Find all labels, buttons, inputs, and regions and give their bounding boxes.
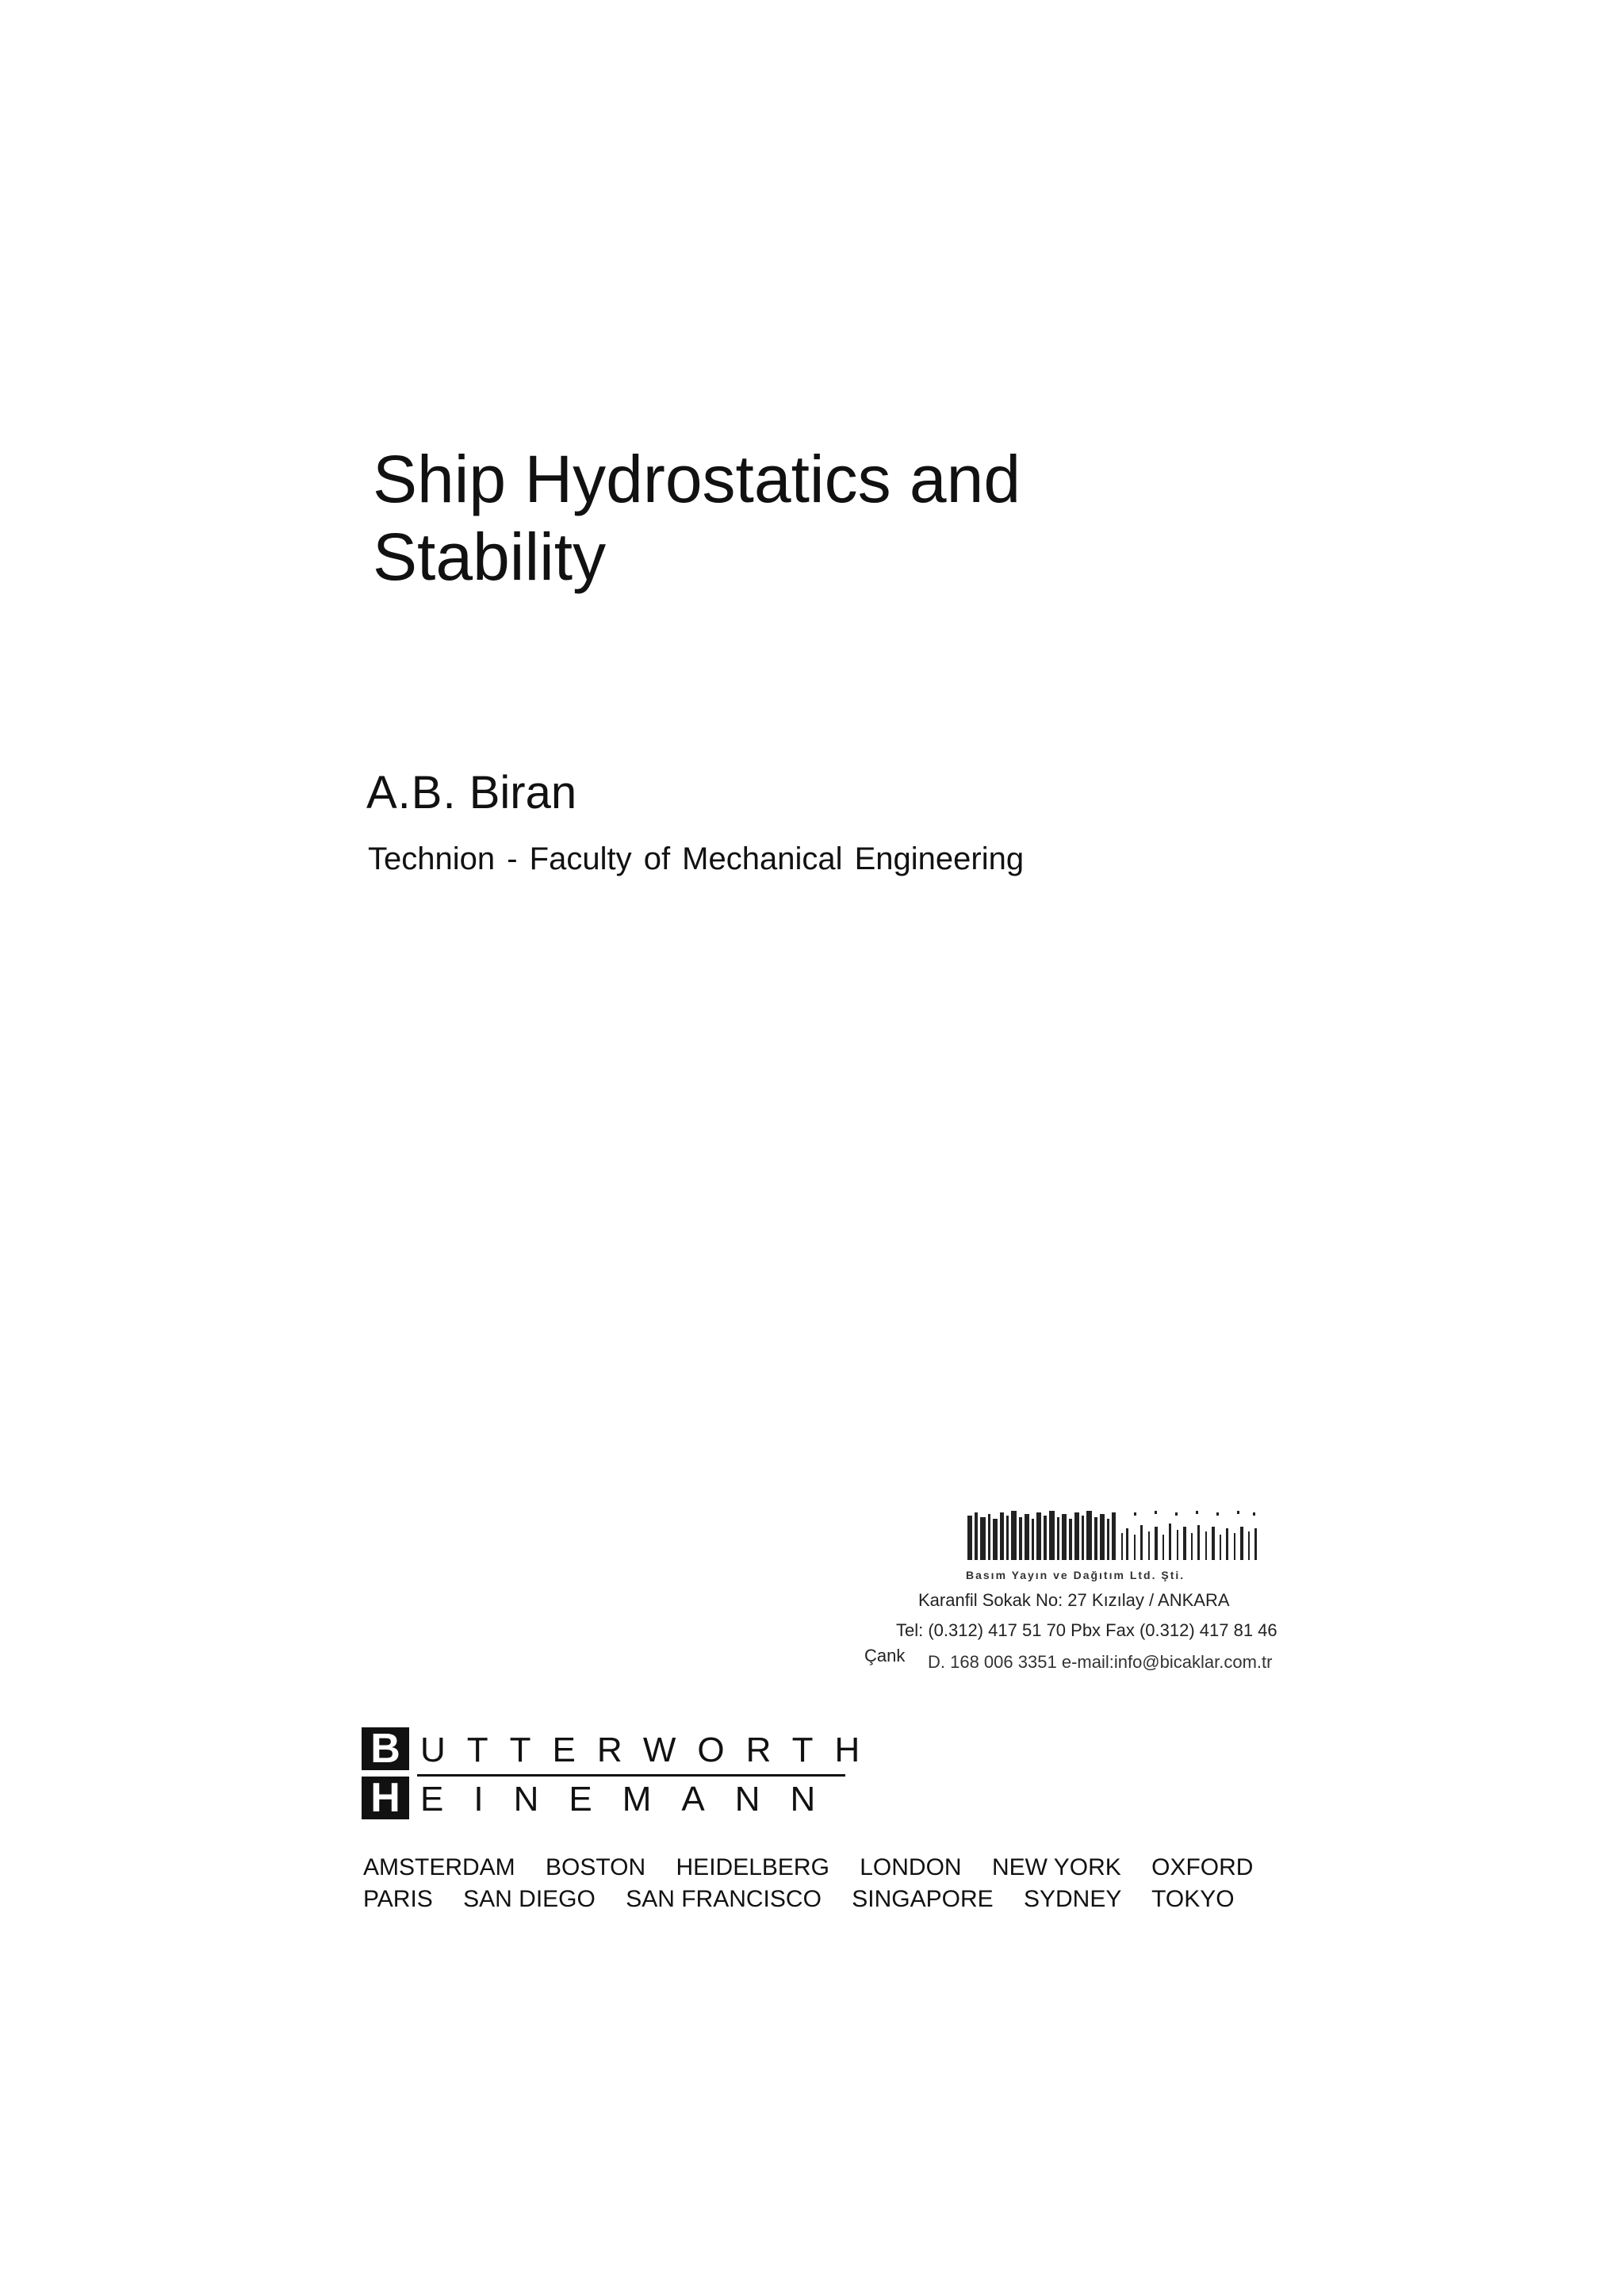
logo-word-butterworth: UTTERWORTH xyxy=(420,1731,882,1769)
book-title xyxy=(373,440,1021,596)
city-name: SYDNEY xyxy=(1023,1886,1122,1912)
city-name: SINGAPORE xyxy=(852,1886,994,1912)
stamp-address: Karanfil Sokak No: 27 Kızılay / ANKARA xyxy=(918,1590,1230,1610)
stamp-barcode-logo xyxy=(967,1511,1261,1560)
city-name: BOSTON xyxy=(546,1854,646,1880)
author-name xyxy=(366,765,576,821)
logo-divider xyxy=(417,1774,845,1777)
stamp-phone: Tel: (0.312) 417 51 70 Pbx Fax (0.312) 417 81 46 xyxy=(896,1620,1277,1640)
publisher-cities-line-2 xyxy=(363,1884,1258,1915)
publisher-cities-line-1 xyxy=(363,1852,1277,1884)
author-surname: Biran xyxy=(469,767,577,818)
stamp-contact-line xyxy=(928,1652,1272,1673)
logo-word-heinemann: EINEMANN xyxy=(420,1780,846,1819)
city-name: SAN DIEGO xyxy=(463,1886,596,1912)
city-name: OXFORD xyxy=(1151,1854,1254,1880)
city-name: PARIS xyxy=(363,1886,433,1912)
book-title-line-2: Stability xyxy=(373,519,607,594)
stamp-company-name: Basım Yayın ve Dağıtım Ltd. Şti. xyxy=(966,1569,1185,1581)
stamp-bank xyxy=(864,1646,905,1666)
distributor-stamp xyxy=(864,1511,1308,1701)
city-name: NEW YORK xyxy=(991,1854,1121,1880)
city-name: TOKYO xyxy=(1151,1886,1235,1912)
logo-letter-h: H xyxy=(362,1777,409,1819)
stamp-email: e-mail:info@bicaklar.com.tr xyxy=(1061,1652,1273,1672)
city-name: LONDON xyxy=(860,1854,962,1880)
city-name: SAN FRANCISCO xyxy=(626,1886,822,1912)
stamp-bank-prefix: Çank xyxy=(864,1646,906,1665)
book-title-line-1: Ship Hydrostatics and xyxy=(373,442,1021,516)
publisher-logo xyxy=(362,1726,882,1826)
city-name: HEIDELBERG xyxy=(676,1854,829,1880)
logo-letter-b: B xyxy=(362,1727,409,1770)
stamp-bank-number: D. 168 006 3351 xyxy=(928,1652,1057,1672)
city-name: AMSTERDAM xyxy=(363,1854,515,1880)
author-affiliation: Technion - Faculty of Mechanical Engineering xyxy=(368,841,1025,876)
author-initials: A.B. xyxy=(366,767,457,818)
